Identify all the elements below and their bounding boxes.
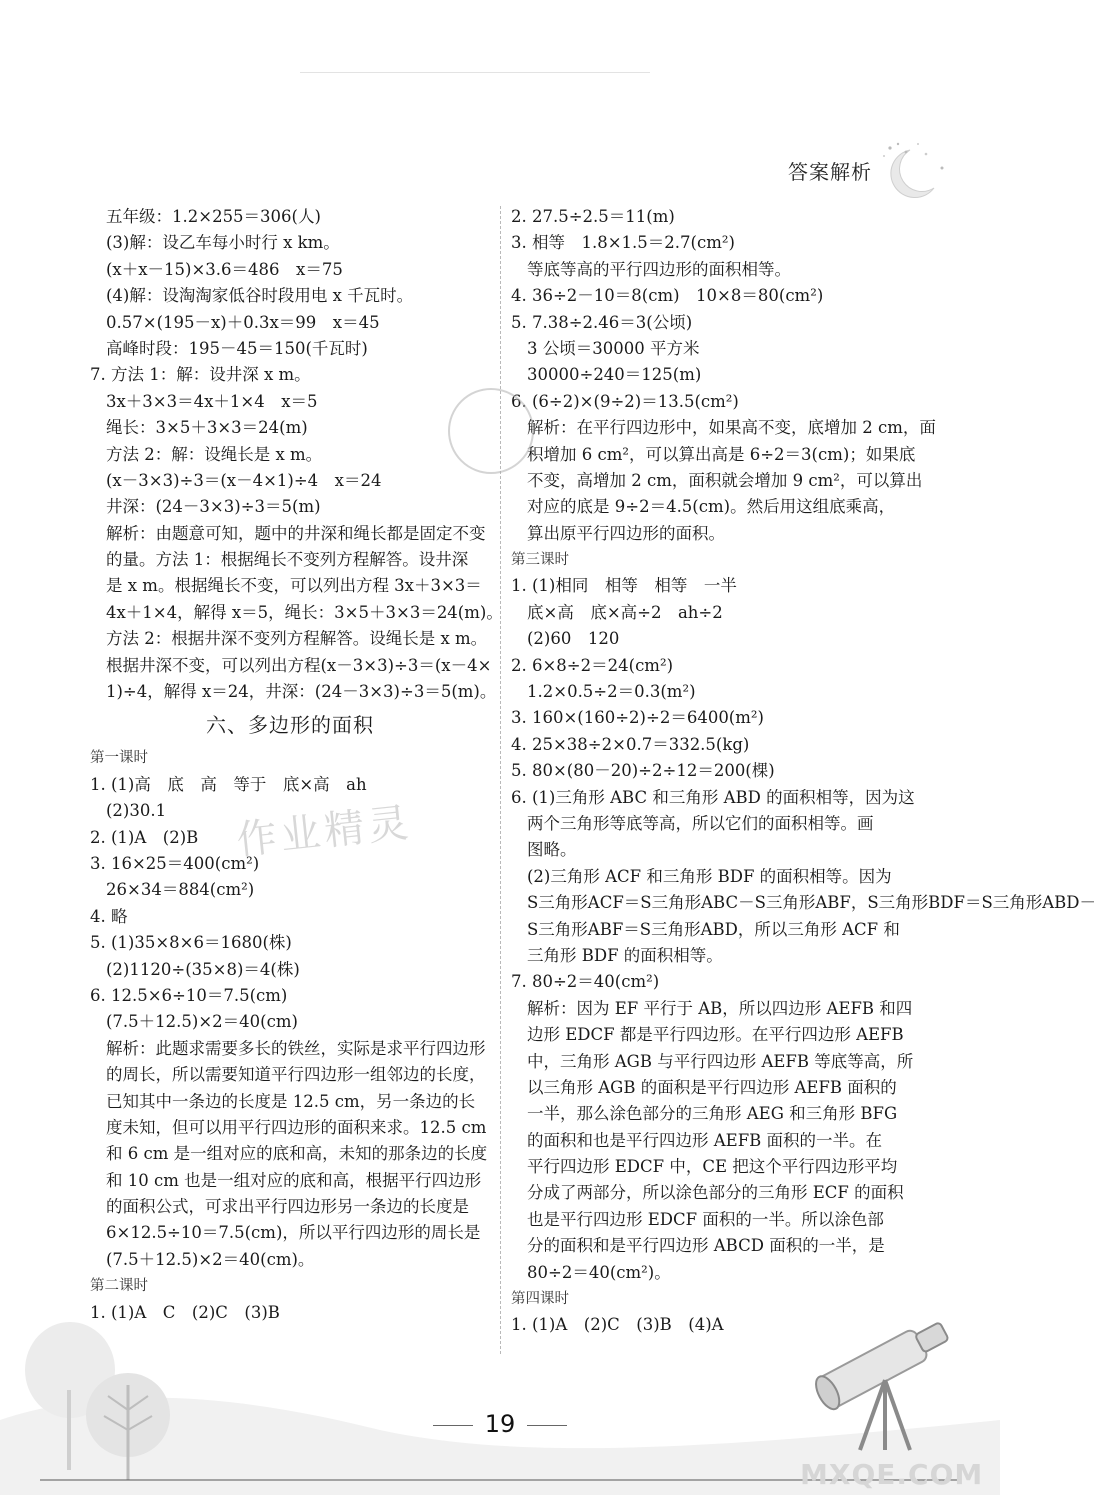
lesson-heading: 第二课时 bbox=[90, 1278, 148, 1295]
answer-line: 30000÷240＝125(m) bbox=[527, 365, 702, 385]
answer-line: 和 6 cm 是一组对应的底和高，未知的那条边的长度 bbox=[106, 1144, 488, 1164]
answer-line: 5. 7.38÷2.46＝3(公顷) bbox=[511, 312, 693, 332]
answer-line: 4x＋1×4，解得 x＝5，绳长：3×5＋3×3＝24(m)。 bbox=[106, 602, 503, 622]
answer-line: 不变，高增加 2 cm，面积就会增加 9 cm²，可以算出 bbox=[527, 470, 923, 490]
answer-line: (2)三角形 ACF 和三角形 BDF 的面积相等。因为 bbox=[527, 866, 892, 886]
answer-line: 三角形 BDF 的面积相等。 bbox=[527, 945, 723, 965]
answer-line: 26×34＝884(cm²) bbox=[106, 880, 255, 900]
answer-line: (7.5＋12.5)×2＝40(cm) bbox=[106, 1012, 298, 1032]
answer-line: 1. (1)相同 相等 相等 一半 bbox=[511, 576, 737, 596]
answer-line: 和 10 cm 也是一组对应的底和高，根据平行四边形 bbox=[106, 1170, 482, 1190]
answer-line: (2)60 120 bbox=[527, 629, 620, 649]
answer-line: 解析：因为 EF 平行于 AB，所以四边形 AEFB 和四 bbox=[527, 998, 913, 1018]
answer-line: 平行四边形 EDCF 中，CE 把这个平行四边形平均 bbox=[527, 1157, 898, 1177]
answer-line: 图略。 bbox=[527, 840, 577, 860]
answer-line: 的量。方法 1：根据绳长不变列方程解答。设井深 bbox=[106, 550, 469, 570]
answer-line: 算出原平行四边形的面积。 bbox=[527, 523, 725, 543]
answer-line: 是 x m。根据绳长不变，可以列出方程 3x＋3×3＝ bbox=[106, 576, 482, 596]
answer-line: 2. 27.5÷2.5＝11(m) bbox=[511, 207, 675, 226]
answer-line: 高峰时段：195－45＝150(千瓦时) bbox=[106, 338, 368, 358]
answer-line: 解析：由题意可知，题中的井深和绳长都是固定不变 bbox=[106, 523, 486, 543]
answer-line: 6. (6÷2)×(9÷2)＝13.5(cm²) bbox=[511, 391, 739, 411]
answer-line: 底×高 底×高÷2 ah÷2 bbox=[527, 602, 723, 622]
stamp-text: 作业精灵 bbox=[234, 799, 415, 865]
answer-line: S三角形ACF＝S三角形ABC－S三角形ABF，S三角形BDF＝S三角形ABD－ bbox=[527, 893, 1096, 913]
stamp-seal bbox=[448, 388, 534, 474]
answer-line: (x－3×3)÷3＝(x－4×1)÷4 x＝24 bbox=[106, 470, 382, 490]
answer-line: 根据井深不变，可以列出方程(x－3×3)÷3＝(x－4× bbox=[106, 655, 492, 675]
lesson-heading: 第四课时 bbox=[511, 1291, 569, 1308]
answer-line: 4. 36÷2－10＝8(cm) 10×8＝80(cm²) bbox=[511, 286, 824, 306]
left-column bbox=[90, 204, 503, 1326]
answer-line: 7. 方法 1：解：设井深 x m。 bbox=[90, 365, 311, 385]
answer-line: 6. 12.5×6÷10＝7.5(cm) bbox=[90, 985, 288, 1005]
answer-line: 2. (1)A (2)B bbox=[90, 827, 199, 847]
page-number bbox=[0, 1410, 1000, 1438]
answer-line: 的周长，所以需要知道平行四边形一组邻边的长度， bbox=[106, 1065, 486, 1085]
lesson-heading: 第三课时 bbox=[511, 552, 569, 569]
answer-line: 6×12.5÷10＝7.5(cm)，所以平行四边形的周长是 bbox=[106, 1223, 481, 1243]
answer-line: 1. (1)A C (2)C (3)B bbox=[90, 1302, 280, 1322]
answer-line: 解析：在平行四边形中，如果高不变，底增加 2 cm，面 bbox=[527, 418, 936, 438]
answer-line: 解析：此题求需要多长的铁丝，实际是求平行四边形 bbox=[106, 1038, 486, 1058]
answer-line: 0.57×(195－x)＋0.3x＝99 x＝45 bbox=[106, 312, 380, 332]
answer-line: 7. 80÷2＝40(cm²) bbox=[511, 972, 660, 992]
answer-line: 5. (1)35×8×6＝1680(株) bbox=[90, 933, 292, 953]
answer-line: 绳长：3×5＋3×3＝24(m) bbox=[106, 418, 308, 438]
answer-line: 积增加 6 cm²，可以算出高是 6÷2＝3(cm)；如果底 bbox=[527, 444, 916, 464]
answer-line: 80÷2＝40(cm²)。 bbox=[527, 1262, 671, 1282]
answer-line: 3. 160×(160÷2)÷2＝6400(m²) bbox=[511, 708, 764, 728]
answer-line: 分成了两部分，所以涂色部分的三角形 ECF 的面积 bbox=[527, 1183, 904, 1203]
answer-line: (7.5＋12.5)×2＝40(cm)。 bbox=[106, 1249, 315, 1269]
header-title: 答案解析 bbox=[788, 160, 872, 184]
right-column bbox=[511, 204, 1096, 1339]
answer-line: 中，三角形 AGB 与平行四边形 AEFB 等底等高，所 bbox=[527, 1051, 914, 1071]
answer-line: 1.2×0.5÷2＝0.3(m²) bbox=[527, 682, 696, 702]
top-rule bbox=[300, 72, 650, 73]
answer-line: (2)30.1 bbox=[106, 801, 167, 821]
answer-line: 4. 25×38÷2×0.7＝332.5(kg) bbox=[511, 734, 750, 754]
watermark: MXQE.COM bbox=[800, 1458, 984, 1491]
column-divider bbox=[500, 206, 501, 1354]
page-number-value: 19 bbox=[484, 1410, 516, 1438]
answer-line: 2. 6×8÷2＝24(cm²) bbox=[511, 655, 674, 675]
lesson-heading: 第一课时 bbox=[90, 750, 148, 767]
answer-line: 一半，那么涂色部分的三角形 AEG 和三角形 BFG bbox=[527, 1104, 898, 1124]
dash-left bbox=[433, 1425, 473, 1426]
answer-line: 以三角形 AGB 的面积是平行四边形 AEFB 面积的 bbox=[527, 1077, 897, 1097]
answer-line: 边形 EDCF 都是平行四边形。在平行四边形 AEFB bbox=[527, 1025, 904, 1045]
dash-right bbox=[527, 1425, 567, 1426]
answer-line: 的面积公式，可求出平行四边形另一条边的长度是 bbox=[106, 1197, 469, 1217]
moon-stars-icon bbox=[862, 138, 952, 200]
answer-line: 5. 80×(80－20)÷2÷12＝200(棵) bbox=[511, 761, 775, 781]
answer-line: 方法 2：解：设绳长是 x m。 bbox=[106, 444, 323, 464]
answer-line: 的面积和也是平行四边形 AEFB 面积的一半。在 bbox=[527, 1130, 883, 1150]
answer-line: 两个三角形等底等高，所以它们的面积相等。画 bbox=[527, 813, 874, 833]
answer-line: (x＋x－15)×3.6＝486 x＝75 bbox=[106, 259, 343, 279]
answer-line: (3)解：设乙车每小时行 x km。 bbox=[106, 233, 340, 253]
answer-line: 6. (1)三角形 ABC 和三角形 ABD 的面积相等，因为这 bbox=[511, 787, 915, 807]
answer-line: S三角形ABF＝S三角形ABD，所以三角形 ACF 和 bbox=[527, 919, 900, 939]
answer-line: 3. 16×25＝400(cm²) bbox=[90, 853, 260, 873]
answer-line: 3. 相等 1.8×1.5＝2.7(cm²) bbox=[511, 233, 735, 253]
answer-line: 1)÷4，解得 x＝24，井深：(24－3×3)÷3＝5(m)。 bbox=[106, 682, 497, 702]
answer-line: 也是平行四边形 EDCF 面积的一半。所以涂色部 bbox=[527, 1209, 884, 1229]
answer-line: 等底等高的平行四边形的面积相等。 bbox=[527, 259, 791, 279]
answer-line: 3 公顷＝30000 平方米 bbox=[527, 338, 700, 358]
answer-line: 1. (1)高 底 高 等于 底×高 ah bbox=[90, 774, 367, 794]
answer-line: 方法 2：根据井深不变列方程解答。设绳长是 x m。 bbox=[106, 629, 488, 649]
answer-line: 3x＋3×3＝4x＋1×4 x＝5 bbox=[106, 391, 318, 411]
answer-line: 分的面积和是平行四边形 ABCD 面积的一半，是 bbox=[527, 1236, 885, 1256]
answer-line: 1. (1)A (2)C (3)B (4)A bbox=[511, 1315, 724, 1335]
answer-line: 五年级：1.2×255＝306(人) bbox=[106, 207, 321, 226]
answer-line: 4. 略 bbox=[90, 906, 128, 926]
answer-line: (4)解：设淘淘家低谷时段用电 x 千瓦时。 bbox=[106, 286, 414, 306]
answer-line: 井深：(24－3×3)÷3＝5(m) bbox=[106, 497, 321, 517]
answer-line: 度未知，但可以用平行四边形的面积来求。12.5 cm bbox=[106, 1117, 487, 1137]
answer-line: 已知其中一条边的长度是 12.5 cm，另一条边的长 bbox=[106, 1091, 476, 1111]
section-title: 六、多边形的面积 bbox=[206, 713, 374, 738]
answer-line: (2)1120÷(35×8)＝4(株) bbox=[106, 959, 300, 979]
answer-line: 对应的底是 9÷2＝4.5(cm)。然后用这组底乘高， bbox=[527, 497, 896, 517]
